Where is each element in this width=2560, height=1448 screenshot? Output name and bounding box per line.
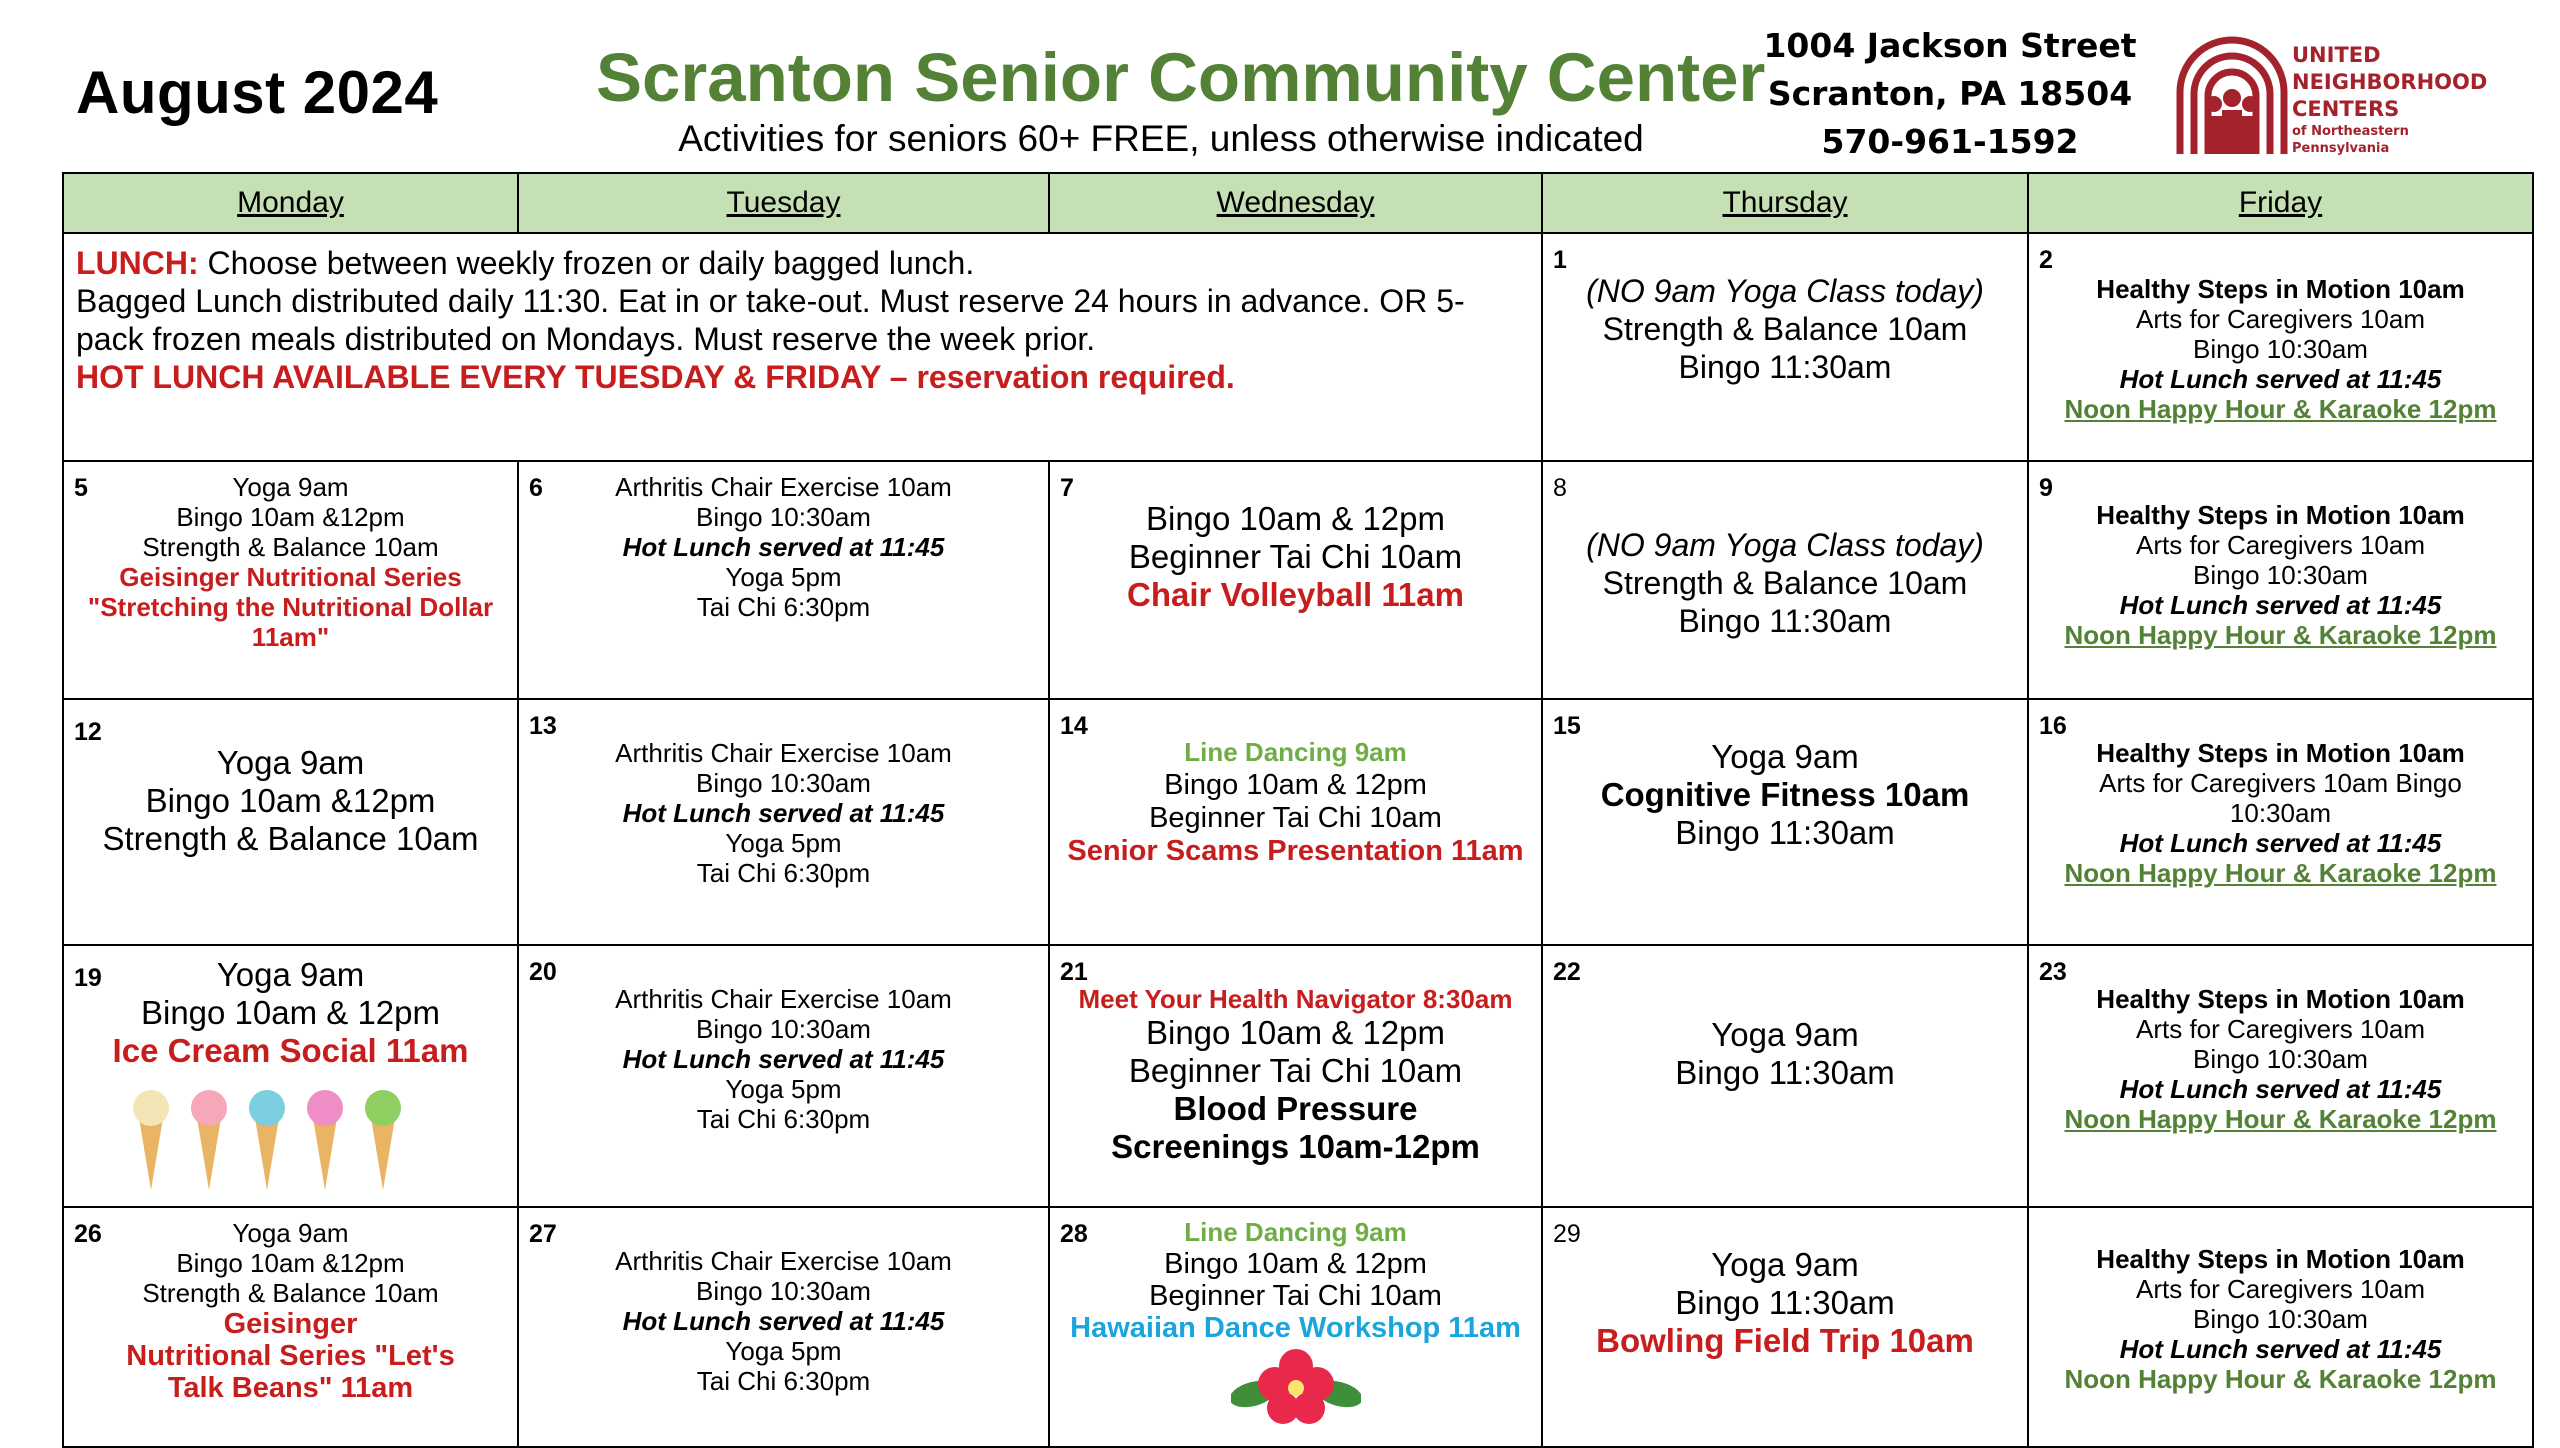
- event: Ice Cream Social 11am: [112, 1032, 469, 1069]
- event: 11am": [251, 622, 330, 652]
- logo-line: of Northeastern: [2292, 124, 2409, 139]
- day-number: 28: [1060, 1220, 1088, 1248]
- event: Yoga 9am: [216, 956, 365, 993]
- day-number: 2: [2039, 246, 2053, 274]
- hot-lunch-note: HOT LUNCH AVAILABLE EVERY TUESDAY & FRIDAY – reservation required.: [76, 359, 1235, 395]
- event: Cognitive Fitness 10am: [1600, 776, 1970, 813]
- day-events: [2029, 946, 2532, 1134]
- day-number: 21: [1060, 958, 1088, 986]
- event: Yoga 5pm: [725, 1074, 842, 1104]
- event: Arts for Caregivers 10am: [2136, 530, 2425, 560]
- calendar-table: [62, 172, 2534, 1448]
- event: Bingo 11:30am: [1675, 1054, 1895, 1091]
- event: Bingo 10am & 12pm: [1164, 769, 1427, 801]
- event: Tai Chi 6:30pm: [696, 592, 871, 622]
- event: Strength & Balance 10am: [142, 1278, 439, 1308]
- day-events: [64, 700, 517, 858]
- logo-line: NEIGHBORHOOD: [2292, 70, 2488, 94]
- day-cell: [63, 699, 518, 945]
- event: Senior Scams Presentation 11am: [1067, 835, 1524, 867]
- event: Healthy Steps in Motion 10am: [2096, 738, 2465, 768]
- event: Hot Lunch served at 11:45: [2119, 1334, 2442, 1364]
- unc-logo-icon: [2172, 32, 2292, 162]
- event: Strength & Balance 10am: [1602, 565, 1968, 601]
- event: Bingo 10am & 12pm: [1164, 1248, 1427, 1280]
- event: 10:30am: [2229, 798, 2332, 828]
- address-block: [1760, 22, 2140, 166]
- day-events: [1050, 1208, 1541, 1428]
- day-number: 14: [1060, 712, 1088, 740]
- event: Beginner Tai Chi 10am: [1149, 802, 1442, 834]
- week-row: [63, 945, 2533, 1207]
- day-events: [1050, 946, 1541, 1166]
- day-number: 13: [529, 712, 557, 740]
- weekday-monday: Monday: [63, 173, 518, 233]
- address-street: 1004 Jackson Street: [1763, 26, 2137, 65]
- day-cell: [518, 699, 1049, 945]
- event: Bingo 10am &12pm: [145, 782, 436, 819]
- day-number: 29: [1553, 1220, 1581, 1248]
- event: Hot Lunch served at 11:45: [622, 532, 945, 562]
- day-events: [1050, 700, 1541, 868]
- day-cell: [2028, 945, 2533, 1207]
- event: Bingo 10:30am: [696, 768, 871, 798]
- event: Geisinger: [223, 1308, 358, 1340]
- day-number: 23: [2039, 958, 2067, 986]
- day-cell: [2028, 461, 2533, 699]
- day-cell: [1542, 1207, 2028, 1447]
- week-row: [63, 1207, 2533, 1447]
- event: Yoga 9am: [216, 744, 365, 781]
- day-cell: [63, 1207, 518, 1447]
- day-events: [519, 1208, 1048, 1396]
- day-events: [1543, 1208, 2027, 1360]
- day-cell: [1542, 461, 2028, 699]
- event: Yoga 5pm: [725, 562, 842, 592]
- week-row: [63, 233, 2533, 461]
- day-number: 6: [529, 474, 543, 502]
- event: Hot Lunch served at 11:45: [2119, 1074, 2442, 1104]
- day-events: [2029, 1208, 2532, 1394]
- event: Noon Happy Hour & Karaoke 12pm: [2064, 1104, 2497, 1134]
- day-number: 20: [529, 958, 557, 986]
- center-title: Scranton Senior Community Center: [596, 39, 1766, 116]
- day-cell: [63, 461, 518, 699]
- day-number: 19: [74, 964, 102, 992]
- event: Bingo 11:30am: [1678, 349, 1892, 385]
- event: Nutritional Series "Let's: [126, 1340, 455, 1372]
- event: Healthy Steps in Motion 10am: [2096, 274, 2465, 304]
- event: Hawaiian Dance Workshop 11am: [1070, 1312, 1521, 1344]
- event: Bingo 10:30am: [2193, 1044, 2368, 1074]
- day-number: 12: [74, 718, 102, 746]
- day-cell: [1049, 699, 1542, 945]
- event: Hot Lunch served at 11:45: [622, 1306, 945, 1336]
- event: Yoga 5pm: [725, 1336, 842, 1366]
- event: Bingo 10:30am: [696, 1276, 871, 1306]
- event: Hot Lunch served at 11:45: [2119, 364, 2442, 394]
- day-cell: [2028, 1207, 2533, 1447]
- event: Bingo 11:30am: [1675, 814, 1895, 851]
- lunch-note-cell: [63, 233, 1542, 461]
- weekday-tuesday: Tuesday: [518, 173, 1049, 233]
- event: (NO 9am Yoga Class today): [1586, 273, 1984, 309]
- logo-line: Pennsylvania: [2292, 141, 2390, 156]
- event: Tai Chi 6:30pm: [696, 1104, 871, 1134]
- address-city: Scranton, PA 18504: [1767, 74, 2133, 113]
- day-events: [1543, 234, 2027, 386]
- day-cell: [2028, 233, 2533, 461]
- event: Strength & Balance 10am: [102, 820, 479, 857]
- event: Hot Lunch served at 11:45: [622, 1044, 945, 1074]
- event: Strength & Balance 10am: [142, 532, 439, 562]
- address-phone: 570-961-1592: [1821, 122, 2079, 161]
- day-events: [1050, 462, 1541, 614]
- logo-text: [2292, 42, 2487, 157]
- event: Tai Chi 6:30pm: [696, 858, 871, 888]
- event: Beginner Tai Chi 10am: [1149, 1280, 1442, 1312]
- event: Chair Volleyball 11am: [1127, 576, 1464, 613]
- event: Noon Happy Hour & Karaoke 12pm: [2064, 858, 2497, 888]
- event: Bingo 10am &12pm: [176, 502, 405, 532]
- event: Bingo 10:30am: [2193, 334, 2368, 364]
- event: Yoga 9am: [1711, 1246, 1859, 1283]
- event: Bingo 10am & 12pm: [1145, 500, 1445, 537]
- event: Screenings 10am-12pm: [1111, 1128, 1480, 1165]
- event: Arts for Caregivers 10am: [2136, 1014, 2425, 1044]
- day-number: 22: [1553, 958, 1581, 986]
- lunch-note: [64, 234, 1541, 396]
- event: Arthritis Chair Exercise 10am: [615, 984, 952, 1014]
- day-cell: [1049, 461, 1542, 699]
- event: Bowling Field Trip 10am: [1596, 1322, 1974, 1359]
- day-cell: [518, 945, 1049, 1207]
- day-events: [2029, 234, 2532, 424]
- event: Line Dancing 9am: [1184, 737, 1407, 767]
- day-cell: [518, 1207, 1049, 1447]
- event: Strength & Balance 10am: [1602, 311, 1968, 347]
- day-cell: [1542, 699, 2028, 945]
- event: Beginner Tai Chi 10am: [1128, 1052, 1463, 1089]
- calendar: [62, 172, 2532, 1444]
- hibiscus-flower-icon: [1231, 1348, 1361, 1428]
- day-events: [2029, 700, 2532, 888]
- unc-logo: [2172, 32, 2502, 172]
- weekday-header-row: [63, 173, 2533, 233]
- event: Bingo 10am & 12pm: [1145, 1014, 1445, 1051]
- day-events: [519, 700, 1048, 888]
- event: Noon Happy Hour & Karaoke 12pm: [2064, 620, 2497, 650]
- weekday-thursday: Thursday: [1542, 173, 2028, 233]
- event: Noon Happy Hour & Karaoke 12pm: [2064, 1364, 2497, 1394]
- event: "Stretching the Nutritional Dollar: [87, 592, 494, 622]
- day-number: 15: [1553, 712, 1581, 740]
- logo-line: CENTERS: [2292, 97, 2400, 121]
- day-cell: [1049, 945, 1542, 1207]
- week-row: [63, 461, 2533, 699]
- day-number: 8: [1553, 474, 1567, 502]
- day-number: 16: [2039, 712, 2067, 740]
- header: [0, 0, 2560, 172]
- lunch-line: Choose between weekly frozen or daily bagged lunch.: [198, 245, 975, 281]
- event: Tai Chi 6:30pm: [696, 1366, 871, 1396]
- day-events: [2029, 462, 2532, 650]
- day-events: [1543, 462, 2027, 640]
- day-cell: [1542, 233, 2028, 461]
- day-events: [64, 946, 517, 1192]
- day-number: 27: [529, 1220, 557, 1248]
- weekday-friday: Friday: [2028, 173, 2533, 233]
- day-cell: [1049, 1207, 1542, 1447]
- event: Geisinger Nutritional Series: [119, 562, 462, 592]
- event: Arts for Caregivers 10am Bingo: [2099, 768, 2462, 798]
- ice-cream-cones-icon: [131, 1082, 451, 1192]
- event: Yoga 5pm: [725, 828, 842, 858]
- lunch-line: Bagged Lunch distributed daily 11:30. Eat in or take-out. Must reserve 24 hours in advance. OR 5-pack frozen meals distributed on Mondays. Must reserve the week prior.: [76, 283, 1465, 357]
- day-events: [519, 462, 1048, 622]
- event: Healthy Steps in Motion 10am: [2096, 984, 2465, 1014]
- lunch-label: LUNCH:: [76, 245, 199, 281]
- event: Noon Happy Hour & Karaoke 12pm: [2064, 394, 2497, 424]
- weekday-wednesday: Wednesday: [1049, 173, 1542, 233]
- event: Bingo 11:30am: [1675, 1284, 1895, 1321]
- day-number: 9: [2039, 474, 2053, 502]
- event: Beginner Tai Chi 10am: [1128, 538, 1463, 575]
- day-number: 1: [1553, 246, 1567, 274]
- subtitle: Activities for seniors 60+ FREE, unless otherwise indicated: [678, 118, 1644, 159]
- day-cell: [2028, 699, 2533, 945]
- day-cell: [1542, 945, 2028, 1207]
- day-number: 26: [74, 1220, 102, 1248]
- event: Bingo 10:30am: [2193, 560, 2368, 590]
- event: Yoga 9am: [232, 472, 349, 502]
- event: Hot Lunch served at 11:45: [622, 798, 945, 828]
- event: Arthritis Chair Exercise 10am: [615, 738, 952, 768]
- event: Arthritis Chair Exercise 10am: [615, 1246, 952, 1276]
- event: Hot Lunch served at 11:45: [2119, 590, 2442, 620]
- day-events: [64, 462, 517, 652]
- day-cell: [518, 461, 1049, 699]
- event: Line Dancing 9am: [1184, 1217, 1407, 1247]
- event: Bingo 10:30am: [696, 502, 871, 532]
- event: Arts for Caregivers 10am: [2136, 1274, 2425, 1304]
- event: Healthy Steps in Motion 10am: [2096, 1244, 2465, 1274]
- event: Healthy Steps in Motion 10am: [2096, 500, 2465, 530]
- logo-line: UNITED: [2292, 43, 2381, 67]
- day-number: 7: [1060, 474, 1074, 502]
- day-events: [64, 1208, 517, 1404]
- day-events: [1543, 946, 2027, 1092]
- month-title: August 2024: [76, 59, 439, 126]
- day-events: [1543, 700, 2027, 852]
- event: Yoga 9am: [232, 1218, 349, 1248]
- event: Bingo 10:30am: [696, 1014, 871, 1044]
- week-row: [63, 699, 2533, 945]
- event: Hot Lunch served at 11:45: [2119, 828, 2442, 858]
- event: Bingo 10:30am: [2193, 1304, 2368, 1334]
- day-events: [519, 946, 1048, 1134]
- day-cell: [63, 945, 518, 1207]
- event: Bingo 11:30am: [1678, 603, 1892, 639]
- event: (NO 9am Yoga Class today): [1586, 527, 1984, 563]
- event: Arts for Caregivers 10am: [2136, 304, 2425, 334]
- event: Bingo 10am & 12pm: [140, 994, 440, 1031]
- event: Bingo 10am &12pm: [176, 1248, 405, 1278]
- event: Blood Pressure: [1173, 1090, 1418, 1127]
- event: Arthritis Chair Exercise 10am: [615, 472, 952, 502]
- event: Yoga 9am: [1711, 1016, 1859, 1053]
- event: Meet Your Health Navigator 8:30am: [1078, 984, 1513, 1014]
- event: Yoga 9am: [1711, 738, 1859, 775]
- day-number: 5: [74, 474, 88, 502]
- event: Talk Beans" 11am: [167, 1372, 414, 1404]
